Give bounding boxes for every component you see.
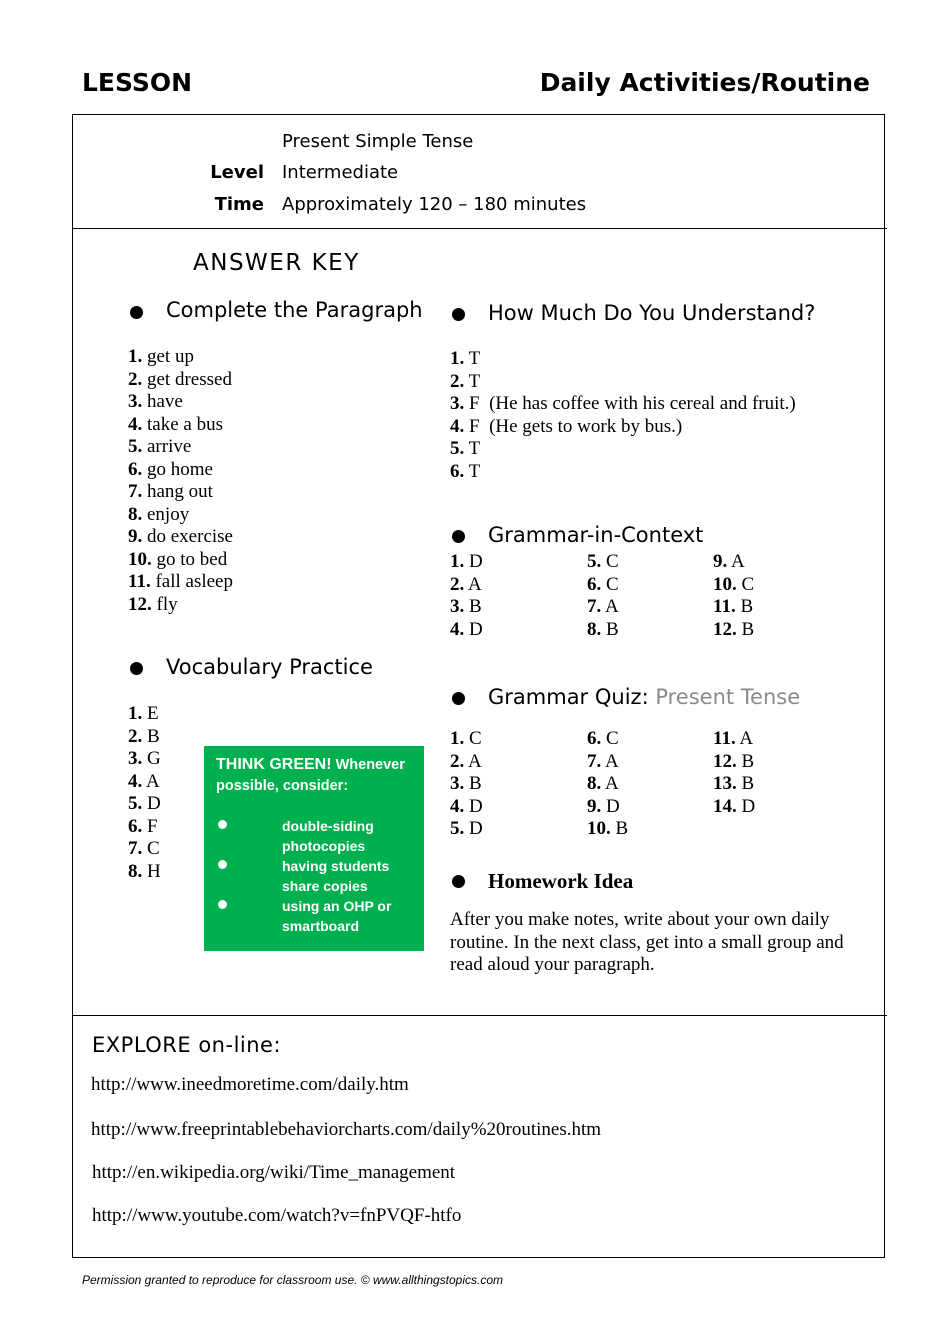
answer-key-title: ANSWER KEY (193, 250, 360, 276)
bullet-icon (130, 306, 143, 319)
list-item (713, 728, 755, 751)
list-item (713, 773, 755, 796)
list-item (587, 619, 619, 642)
item-answer: enjoy (147, 503, 190, 525)
answer-column (713, 728, 755, 818)
list-item (128, 861, 161, 884)
item-answer: F (He gets to work by bus.) (469, 415, 683, 437)
item-answer: T (468, 460, 481, 482)
list-item (713, 551, 754, 574)
list-item (450, 416, 796, 439)
list-item (450, 393, 796, 416)
list-item (128, 346, 233, 369)
list-item (587, 596, 619, 619)
item-number: 5. (128, 793, 143, 814)
list-item (713, 751, 755, 774)
item-number: 12. (128, 593, 152, 615)
item-answer: fly (156, 593, 178, 615)
item-answer: C (606, 551, 619, 572)
explore-link[interactable]: http://www.freeprintablebehaviorcharts.com/daily%20routines.htm (91, 1119, 602, 1140)
meta-value: Intermediate (282, 162, 399, 183)
think-green-box (204, 746, 424, 951)
bullet-icon (452, 308, 465, 321)
item-number: 9. (713, 551, 728, 572)
list-item (128, 481, 233, 504)
item-answer: D (469, 818, 483, 839)
divider-meta (72, 228, 887, 229)
item-number: 4. (128, 413, 143, 435)
list-item (450, 728, 483, 751)
item-answer: C (147, 838, 160, 859)
item-number: 8. (128, 860, 143, 882)
list-item (128, 436, 233, 459)
divider-explore (72, 1015, 887, 1016)
grammar-quiz-label: Grammar Quiz: (488, 685, 649, 709)
item-answer: D (469, 618, 483, 640)
item-answer: C (469, 728, 482, 749)
item-number: 11. (713, 596, 736, 617)
item-answer: do exercise (147, 526, 233, 547)
item-number: 2. (450, 370, 465, 392)
item-number: 6. (128, 458, 143, 480)
item-answer: B (740, 596, 754, 617)
item-answer: go home (147, 458, 213, 480)
item-answer: F (He has coffee with his cereal and fruit.) (469, 393, 796, 414)
list-item (587, 551, 619, 574)
list-item (587, 818, 628, 841)
list-item (128, 793, 161, 816)
item-answer: A (604, 773, 619, 794)
item-answer: C (741, 573, 755, 595)
item-answer: have (147, 391, 183, 412)
item-number: 2. (450, 573, 465, 595)
meta-label: Level (210, 162, 264, 183)
item-answer: arrive (147, 436, 192, 457)
bullet-icon (452, 530, 465, 543)
item-answer: B (615, 818, 629, 839)
item-number: 5. (450, 818, 465, 839)
item-number: 10. (587, 818, 611, 839)
list-item (128, 504, 233, 527)
item-number: 4. (450, 415, 465, 437)
list-item (128, 414, 233, 437)
list-item (128, 369, 233, 392)
list-item (450, 773, 483, 796)
meta-value: Approximately 120 – 180 minutes (282, 194, 587, 215)
item-number: 11. (128, 571, 151, 592)
item-number: 7. (128, 481, 143, 502)
item-number: 10. (713, 573, 737, 595)
item-number: 7. (587, 750, 602, 772)
answer-column (713, 551, 754, 641)
grammar-context-title: Grammar-in-Context (488, 523, 704, 547)
item-answer: D (147, 793, 161, 814)
item-answer: H (147, 860, 161, 882)
item-number: 5. (587, 551, 602, 572)
list-item (128, 571, 233, 594)
item-number: 4. (128, 770, 143, 792)
list-item (128, 816, 161, 839)
item-answer: go to bed (156, 548, 228, 570)
item-answer: hang out (147, 481, 213, 502)
item-number: 4. (450, 795, 465, 817)
list-item (587, 728, 628, 751)
item-number: 2. (128, 725, 143, 747)
think-green-heading (216, 754, 420, 797)
list-item (450, 574, 483, 597)
list-item (128, 391, 233, 414)
item-number: 9. (587, 795, 602, 817)
item-number: 11. (713, 728, 736, 749)
lesson-label: LESSON (82, 68, 193, 97)
item-answer: take a bus (147, 413, 223, 435)
list-item (713, 574, 754, 597)
item-answer: C (606, 573, 619, 595)
item-answer: A (604, 596, 619, 617)
bullet-icon (452, 875, 465, 888)
answer-column (450, 728, 483, 841)
list-item (128, 459, 233, 482)
grammar-quiz-title (488, 685, 800, 709)
list-item (450, 461, 796, 484)
item-number: 1. (450, 348, 465, 369)
item-number: 7. (128, 838, 143, 859)
item-number: 3. (450, 773, 465, 794)
footer-permission: Permission granted to reproduce for classroom use. © www.allthingstopics.com (82, 1273, 504, 1287)
think-green-item: double-siding photocopies (282, 818, 374, 854)
item-number: 4. (450, 618, 465, 640)
item-answer: B (469, 773, 482, 794)
item-answer: get up (147, 346, 194, 367)
item-answer: A (604, 750, 619, 772)
item-answer: A (739, 728, 754, 749)
item-number: 1. (450, 551, 465, 572)
item-answer: A (467, 573, 482, 595)
item-answer: B (741, 618, 755, 640)
list-item (128, 594, 233, 617)
list-item (128, 838, 161, 861)
list-item (128, 748, 161, 771)
answer-column (587, 728, 628, 841)
understand-list (450, 348, 796, 483)
list-item (713, 796, 755, 819)
list-item (450, 818, 483, 841)
list-item (128, 726, 161, 749)
item-answer: D (469, 795, 483, 817)
homework-title: Homework Idea (488, 869, 634, 893)
think-green-item: having students share copies (282, 858, 390, 894)
think-green-title: THINK GREEN! (216, 756, 332, 773)
explore-link[interactable]: http://www.youtube.com/watch?v=fnPVQF-htfo (92, 1205, 462, 1226)
item-number: 5. (450, 438, 465, 459)
item-number: 1. (128, 703, 143, 724)
meta-label: Time (214, 194, 264, 215)
explore-title: EXPLORE on-line: (92, 1033, 282, 1057)
complete-paragraph-list (128, 346, 233, 616)
item-number: 6. (587, 728, 602, 749)
list-item (587, 773, 628, 796)
item-answer: B (469, 596, 482, 617)
item-answer: D (469, 551, 483, 572)
item-answer: C (606, 728, 619, 749)
item-answer: B (606, 618, 619, 640)
item-number: 3. (128, 748, 143, 769)
list-item (587, 751, 628, 774)
list-item (450, 796, 483, 819)
bullet-icon (218, 900, 227, 909)
item-answer: D (606, 795, 620, 817)
explore-link[interactable]: http://en.wikipedia.org/wiki/Time_management (92, 1162, 456, 1183)
bullet-icon (218, 820, 227, 829)
item-number: 2. (450, 750, 465, 772)
item-number: 8. (128, 503, 143, 525)
item-number: 10. (128, 548, 152, 570)
item-answer: T (468, 438, 481, 459)
grammar-quiz-subtitle: Present Tense (655, 685, 801, 709)
list-item (450, 551, 483, 574)
lesson-title: Daily Activities/Routine (539, 68, 870, 97)
list-item (450, 751, 483, 774)
item-number: 6. (450, 460, 465, 482)
list-item (128, 526, 233, 549)
complete-paragraph-title: Complete the Paragraph (166, 298, 423, 322)
item-number: 6. (587, 573, 602, 595)
item-answer: B (741, 773, 755, 794)
explore-link[interactable]: http://www.ineedmoretime.com/daily.htm (91, 1074, 409, 1095)
item-number: 3. (450, 596, 465, 617)
item-answer: A (467, 750, 482, 772)
item-answer: A (145, 770, 160, 792)
vocabulary-list (128, 703, 161, 883)
answer-column (587, 551, 619, 641)
list-item (587, 574, 619, 597)
item-number: 13. (713, 773, 737, 794)
item-number: 3. (128, 391, 143, 412)
item-answer: fall asleep (155, 571, 233, 592)
list-item (450, 438, 796, 461)
homework-text: After you make notes, write about your own daily routine. In the next class, get into a small group and read aloud your paragraph. (450, 909, 844, 975)
list-item (587, 796, 628, 819)
think-green-item: using an OHP or smartboard (282, 898, 392, 934)
item-answer: D (741, 795, 756, 817)
list-item (128, 771, 161, 794)
item-number: 12. (713, 618, 737, 640)
think-green-subtitle: Whenever possible, consider: (216, 757, 405, 794)
item-answer: F (147, 815, 158, 837)
item-answer: E (147, 703, 159, 724)
list-item (713, 596, 754, 619)
answer-column (450, 551, 483, 641)
bullet-icon (452, 692, 465, 705)
item-number: 9. (128, 526, 143, 547)
item-answer: T (468, 370, 481, 392)
item-number: 2. (128, 368, 143, 390)
item-number: 8. (587, 773, 602, 794)
item-number: 1. (128, 346, 143, 367)
item-number: 1. (450, 728, 465, 749)
list-item (713, 619, 754, 642)
understand-title: How Much Do You Understand? (488, 301, 816, 325)
item-number: 12. (713, 750, 737, 772)
item-answer: B (741, 750, 755, 772)
item-answer: G (147, 748, 161, 769)
vocabulary-title: Vocabulary Practice (166, 655, 373, 679)
item-number: 8. (587, 618, 602, 640)
item-answer: A (730, 551, 745, 572)
list-item (450, 348, 796, 371)
list-item (450, 371, 796, 394)
item-number: 7. (587, 596, 602, 617)
item-answer: get dressed (147, 368, 232, 390)
item-answer: T (468, 348, 481, 369)
list-item (450, 596, 483, 619)
list-item (450, 619, 483, 642)
item-number: 14. (713, 795, 737, 817)
bullet-icon (130, 662, 143, 675)
item-number: 6. (128, 815, 143, 837)
item-number: 5. (128, 436, 143, 457)
list-item (128, 703, 161, 726)
item-answer: B (147, 725, 160, 747)
bullet-icon (218, 860, 227, 869)
item-number: 3. (450, 393, 465, 414)
list-item (128, 549, 233, 572)
meta-value: Present Simple Tense (282, 131, 474, 152)
